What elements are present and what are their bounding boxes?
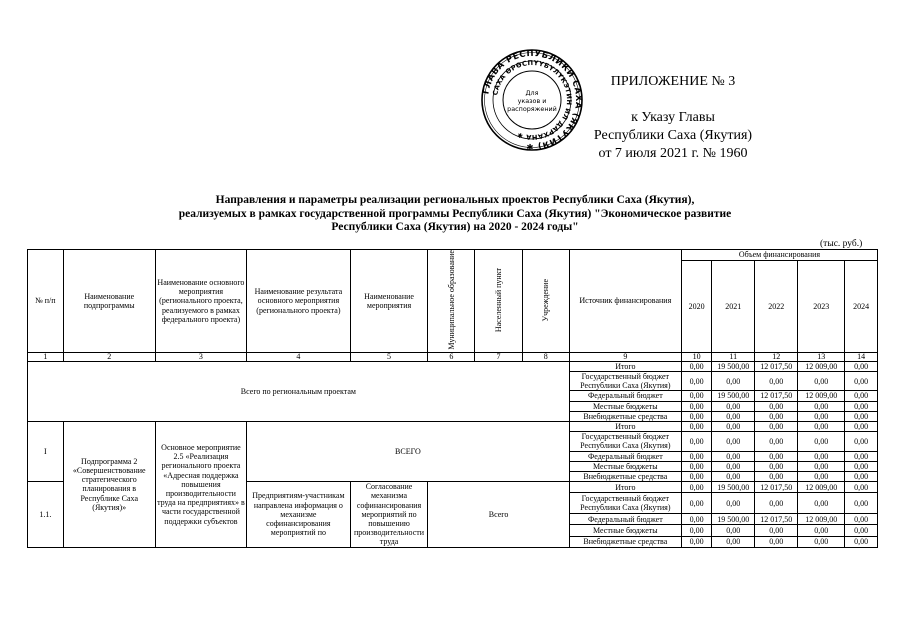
value-cell: 0,00 bbox=[798, 493, 845, 514]
title-line3: Республики Саха (Якутия) на 2020 - 2024 годы" bbox=[331, 221, 579, 233]
source-federal: Федеральный бюджет bbox=[569, 514, 681, 525]
value-cell: 0,00 bbox=[845, 372, 878, 391]
value-cell: 0,00 bbox=[798, 372, 845, 391]
value-cell: 12 009,00 bbox=[798, 361, 845, 371]
value-cell: 0,00 bbox=[681, 451, 711, 461]
source-state: Государственный бюджет Республики Саха (Якутия) bbox=[569, 432, 681, 451]
value-cell: 0,00 bbox=[712, 525, 755, 536]
value-cell: 0,00 bbox=[755, 422, 798, 432]
document-title bbox=[120, 194, 790, 235]
title-line1: Направления и параметры реализации региональных проектов Республики Саха (Якутия), bbox=[215, 194, 695, 206]
header-main-event: Наименование основного мероприятия (регионального проекта, реализуемого в рамках федерального проекта) bbox=[155, 250, 246, 353]
value-cell: 0,00 bbox=[845, 411, 878, 421]
value-cell: 12 009,00 bbox=[798, 482, 845, 493]
value-cell: 0,00 bbox=[755, 525, 798, 536]
result-name: Предприятиям-участникам направлена информация о механизме софинансирования мероприятий по bbox=[247, 482, 351, 547]
value-cell: 0,00 bbox=[798, 411, 845, 421]
svg-text:ГЛАВА РЕСПУБЛИКИ САХА (ЯКУТИЯ): ГЛАВА РЕСПУБЛИКИ САХА (ЯКУТИЯ) ✱ bbox=[480, 48, 584, 152]
colnum: 6 bbox=[428, 352, 475, 361]
source-federal: Федеральный бюджет bbox=[569, 451, 681, 461]
value-cell: 0,00 bbox=[681, 411, 711, 421]
value-cell: 12 017,50 bbox=[755, 391, 798, 401]
colnum: 4 bbox=[247, 352, 351, 361]
source-offbudget: Внебюджетные средства bbox=[569, 472, 681, 482]
value-cell: 0,00 bbox=[798, 536, 845, 547]
value-cell: 0,00 bbox=[755, 401, 798, 411]
value-cell: 0,00 bbox=[845, 493, 878, 514]
value-cell: 0,00 bbox=[712, 461, 755, 471]
value-cell: 0,00 bbox=[798, 432, 845, 451]
value-cell: 19 500,00 bbox=[712, 391, 755, 401]
header-institution: Учреждение bbox=[522, 250, 569, 353]
header-year-2020: 2020 bbox=[681, 261, 711, 353]
appendix-line3: от 7 июля 2021 г. № 1960 bbox=[598, 146, 748, 161]
header-municipality: Муниципальное образование bbox=[428, 250, 475, 353]
svg-text:указов и: указов и bbox=[517, 97, 547, 105]
value-cell: 0,00 bbox=[798, 525, 845, 536]
svg-text:распоряжений: распоряжений bbox=[507, 105, 557, 113]
colnum: 1 bbox=[28, 352, 64, 361]
svg-text:САХА ӨРӨСПҮҮБҮЛҮКЭТИН ИЛ ДАРХА: САХА ӨРӨСПҮҮБҮЛҮКЭТИН ИЛ ДАРХАНА ✱ bbox=[491, 58, 574, 142]
header-year-2024: 2024 bbox=[845, 261, 878, 353]
value-cell: 0,00 bbox=[681, 422, 711, 432]
appendix-line1: к Указу Главы bbox=[631, 110, 715, 125]
value-cell: 0,00 bbox=[755, 432, 798, 451]
funding-table bbox=[27, 249, 878, 548]
value-cell: 0,00 bbox=[681, 536, 711, 547]
value-cell: 12 009,00 bbox=[798, 391, 845, 401]
value-cell: 0,00 bbox=[798, 401, 845, 411]
value-cell: 0,00 bbox=[845, 482, 878, 493]
header-subprogram: Наименование подпрограммы bbox=[63, 250, 155, 353]
value-cell: 0,00 bbox=[712, 536, 755, 547]
value-cell: 0,00 bbox=[845, 451, 878, 461]
colnum: 10 bbox=[681, 352, 711, 361]
main-event-name: Основное мероприятие 2.5 «Реализация регионального проекта «Адресная поддержка повышения производительности труда на предприятиях» в части государственной поддержки субъектов bbox=[155, 422, 246, 548]
value-cell: 0,00 bbox=[845, 536, 878, 547]
block-1-num: I bbox=[28, 422, 64, 482]
value-cell: 0,00 bbox=[712, 411, 755, 421]
source-offbudget: Внебюджетные средства bbox=[569, 411, 681, 421]
value-cell: 0,00 bbox=[712, 401, 755, 411]
colnum: 14 bbox=[845, 352, 878, 361]
appendix-block bbox=[588, 73, 758, 163]
value-cell: 0,00 bbox=[712, 493, 755, 514]
value-cell: 12 017,50 bbox=[755, 514, 798, 525]
header-year-2023: 2023 bbox=[798, 261, 845, 353]
colnum: 7 bbox=[475, 352, 522, 361]
source-total: Итого bbox=[569, 361, 681, 371]
column-number-row bbox=[28, 352, 878, 361]
colnum: 9 bbox=[569, 352, 681, 361]
value-cell: 0,00 bbox=[712, 372, 755, 391]
value-cell: 0,00 bbox=[681, 482, 711, 493]
value-cell: 0,00 bbox=[845, 461, 878, 471]
event-name: Согласование механизма софинансирования мероприятий по повышению производительности труда bbox=[350, 482, 428, 547]
value-cell: 0,00 bbox=[845, 472, 878, 482]
header-row-1 bbox=[28, 250, 878, 261]
value-cell: 0,00 bbox=[681, 461, 711, 471]
appendix-line2: Республики Саха (Якутия) bbox=[593, 128, 753, 143]
value-cell: 0,00 bbox=[798, 461, 845, 471]
block-11-label: Всего bbox=[428, 482, 569, 547]
value-cell: 12 009,00 bbox=[798, 514, 845, 525]
value-cell: 0,00 bbox=[712, 422, 755, 432]
source-offbudget: Внебюджетные средства bbox=[569, 536, 681, 547]
source-state: Государственный бюджет Республики Саха (Якутия) bbox=[569, 493, 681, 514]
value-cell: 0,00 bbox=[712, 472, 755, 482]
value-cell: 0,00 bbox=[845, 361, 878, 371]
value-cell: 0,00 bbox=[798, 451, 845, 461]
title-line2: реализуемых в рамках государственной программы Республики Саха (Якутия) "Экономическое развитие bbox=[178, 207, 732, 220]
official-seal bbox=[480, 48, 584, 152]
value-cell: 0,00 bbox=[798, 422, 845, 432]
header-event: Наименование мероприятия bbox=[350, 250, 428, 353]
colnum: 13 bbox=[798, 352, 845, 361]
value-cell: 0,00 bbox=[845, 422, 878, 432]
value-cell: 19 500,00 bbox=[712, 361, 755, 371]
source-local: Местные бюджеты bbox=[569, 401, 681, 411]
value-cell: 0,00 bbox=[712, 451, 755, 461]
source-local: Местные бюджеты bbox=[569, 461, 681, 471]
svg-text:Для: Для bbox=[525, 89, 539, 97]
source-federal: Федеральный бюджет bbox=[569, 391, 681, 401]
table-row bbox=[28, 361, 878, 371]
header-funding: Объем финансирования bbox=[681, 250, 877, 261]
header-locality: Населенный пункт bbox=[475, 250, 522, 353]
source-total: Итого bbox=[569, 482, 681, 493]
colnum: 2 bbox=[63, 352, 155, 361]
colnum: 11 bbox=[712, 352, 755, 361]
value-cell: 19 500,00 bbox=[712, 482, 755, 493]
value-cell: 0,00 bbox=[681, 525, 711, 536]
source-local: Местные бюджеты bbox=[569, 525, 681, 536]
value-cell: 0,00 bbox=[755, 372, 798, 391]
header-year-2021: 2021 bbox=[712, 261, 755, 353]
value-cell: 0,00 bbox=[681, 432, 711, 451]
block-all-label: Всего по региональным проектам bbox=[28, 361, 570, 421]
value-cell: 0,00 bbox=[755, 493, 798, 514]
header-num: № п/п bbox=[28, 250, 64, 353]
value-cell: 0,00 bbox=[681, 361, 711, 371]
value-cell: 0,00 bbox=[845, 401, 878, 411]
colnum: 3 bbox=[155, 352, 246, 361]
header-result: Наименование результата основного мероприятия (регионального проекта) bbox=[247, 250, 351, 353]
value-cell: 0,00 bbox=[755, 461, 798, 471]
appendix-title: ПРИЛОЖЕНИЕ № 3 bbox=[610, 74, 736, 89]
value-cell: 0,00 bbox=[755, 536, 798, 547]
value-cell: 0,00 bbox=[681, 372, 711, 391]
value-cell: 0,00 bbox=[681, 391, 711, 401]
subprogram-name: Подпрограмма 2 «Совершенствование стратегического планирования в Республике Саха (Якутия)» bbox=[63, 422, 155, 548]
value-cell: 0,00 bbox=[681, 493, 711, 514]
value-cell: 0,00 bbox=[681, 472, 711, 482]
value-cell: 0,00 bbox=[755, 472, 798, 482]
block-1-label: ВСЕГО bbox=[247, 422, 570, 482]
value-cell: 0,00 bbox=[845, 514, 878, 525]
block-11-num: 1.1. bbox=[28, 482, 64, 547]
value-cell: 12 017,50 bbox=[755, 361, 798, 371]
value-cell: 0,00 bbox=[755, 411, 798, 421]
value-cell: 12 017,50 bbox=[755, 482, 798, 493]
header-year-2022: 2022 bbox=[755, 261, 798, 353]
value-cell: 0,00 bbox=[681, 401, 711, 411]
value-cell: 0,00 bbox=[845, 391, 878, 401]
value-cell: 0,00 bbox=[681, 514, 711, 525]
header-source: Источник финансирования bbox=[569, 250, 681, 353]
value-cell: 19 500,00 bbox=[712, 514, 755, 525]
table-row bbox=[28, 422, 878, 432]
source-state: Государственный бюджет Республики Саха (Якутия) bbox=[569, 372, 681, 391]
colnum: 5 bbox=[350, 352, 428, 361]
colnum: 12 bbox=[755, 352, 798, 361]
value-cell: 0,00 bbox=[845, 432, 878, 451]
colnum: 8 bbox=[522, 352, 569, 361]
value-cell: 0,00 bbox=[755, 451, 798, 461]
value-cell: 0,00 bbox=[798, 472, 845, 482]
value-cell: 0,00 bbox=[712, 432, 755, 451]
source-total: Итого bbox=[569, 422, 681, 432]
value-cell: 0,00 bbox=[845, 525, 878, 536]
unit-label: (тыс. руб.) bbox=[820, 239, 863, 249]
